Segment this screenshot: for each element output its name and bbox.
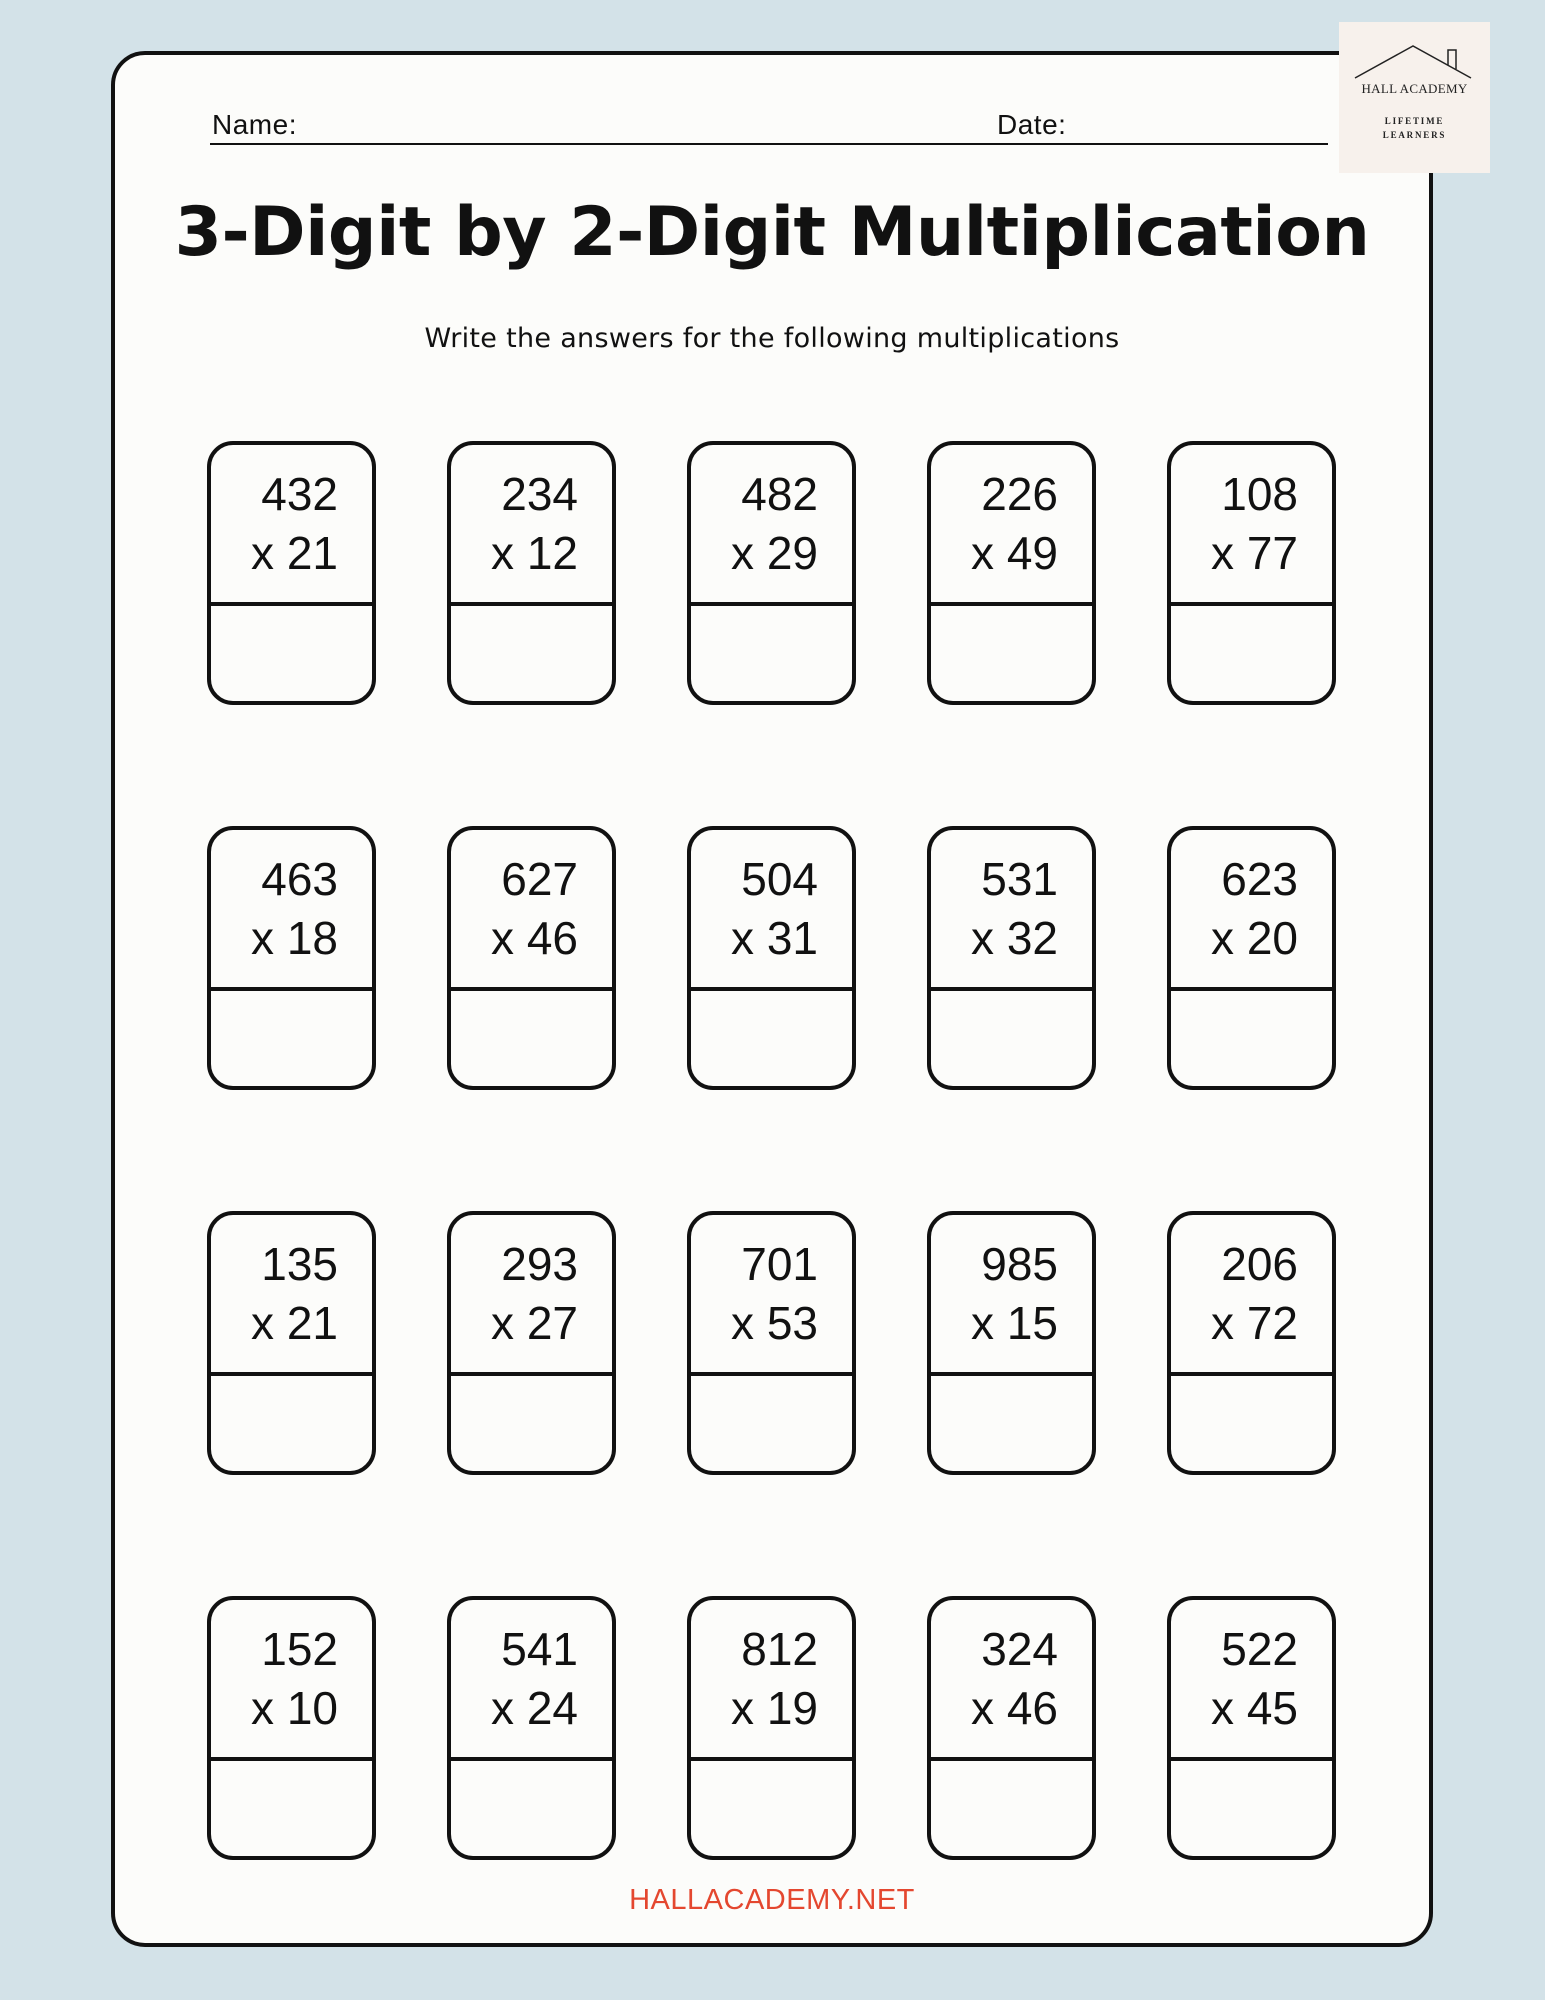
multiplier: x 27	[491, 1297, 578, 1349]
answer-box[interactable]	[931, 991, 1092, 1090]
answer-box[interactable]	[691, 606, 852, 705]
problem-card	[687, 441, 856, 705]
multiplier: x 46	[971, 1682, 1058, 1734]
multiplicand: 623	[1221, 853, 1298, 905]
multiplicand: 234	[501, 468, 578, 520]
problem-card	[207, 1211, 376, 1475]
answer-box[interactable]	[1171, 1761, 1332, 1860]
problem-numbers	[211, 1215, 372, 1376]
multiplicand: 812	[741, 1623, 818, 1675]
problem-card	[447, 1596, 616, 1860]
answer-box[interactable]	[451, 1761, 612, 1860]
multiplicand: 541	[501, 1623, 578, 1675]
problem-card	[927, 441, 1096, 705]
multiplier: x 24	[491, 1682, 578, 1734]
problem-numbers	[1171, 1215, 1332, 1376]
answer-box[interactable]	[451, 991, 612, 1090]
footer-website[interactable]: HALLACADEMY.NET	[629, 1884, 915, 1916]
problem-numbers	[1171, 830, 1332, 991]
answer-box[interactable]	[1171, 991, 1332, 1090]
multiplicand: 324	[981, 1623, 1058, 1675]
answer-box[interactable]	[691, 991, 852, 1090]
multiplier: x 12	[491, 527, 578, 579]
page-title: 3-Digit by 2-Digit Multiplication	[174, 193, 1370, 272]
multiplier: x 46	[491, 912, 578, 964]
problem-card	[447, 826, 616, 1090]
logo-tagline	[1339, 114, 1490, 142]
problem-card	[447, 441, 616, 705]
name-date-line	[210, 99, 1328, 145]
worksheet-sheet	[111, 51, 1433, 1947]
multiplier: x 10	[251, 1682, 338, 1734]
problem-grid	[207, 441, 1345, 1860]
hall-academy-logo	[1339, 22, 1490, 173]
problem-numbers	[1171, 1600, 1332, 1761]
problem-card	[207, 826, 376, 1090]
answer-box[interactable]	[211, 1376, 372, 1475]
answer-box[interactable]	[1171, 606, 1332, 705]
answer-box[interactable]	[451, 1376, 612, 1475]
problem-numbers	[451, 1215, 612, 1376]
problem-card	[927, 826, 1096, 1090]
date-label: Date:	[997, 109, 1067, 140]
problem-numbers	[691, 445, 852, 606]
problem-numbers	[451, 445, 612, 606]
multiplier: x 72	[1211, 1297, 1298, 1349]
answer-box[interactable]	[931, 1761, 1092, 1860]
multiplicand: 206	[1221, 1238, 1298, 1290]
problem-numbers	[931, 1600, 1092, 1761]
problem-card	[927, 1596, 1096, 1860]
name-label: Name:	[212, 109, 297, 140]
multiplier: x 18	[251, 912, 338, 964]
multiplier: x 32	[971, 912, 1058, 964]
multiplier: x 21	[251, 1297, 338, 1349]
logo-tagline-line1: LIFETIME	[1384, 116, 1445, 126]
multiplier: x 53	[731, 1297, 818, 1349]
answer-box[interactable]	[931, 606, 1092, 705]
multiplicand: 504	[741, 853, 818, 905]
problem-numbers	[691, 1215, 852, 1376]
house-roof-icon	[1353, 40, 1476, 80]
instructions: Write the answers for the following multiplications	[424, 323, 1120, 354]
problem-numbers	[451, 830, 612, 991]
logo-tagline-line2: LEARNERS	[1382, 130, 1447, 140]
multiplicand: 531	[981, 853, 1058, 905]
multiplicand: 108	[1221, 468, 1298, 520]
multiplier: x 49	[971, 527, 1058, 579]
multiplier: x 77	[1211, 527, 1298, 579]
answer-box[interactable]	[691, 1376, 852, 1475]
multiplier: x 45	[1211, 1682, 1298, 1734]
multiplicand: 482	[741, 468, 818, 520]
problem-card	[447, 1211, 616, 1475]
answer-box[interactable]	[931, 1376, 1092, 1475]
multiplier: x 29	[731, 527, 818, 579]
problem-numbers	[211, 1600, 372, 1761]
multiplier: x 15	[971, 1297, 1058, 1349]
problem-numbers	[211, 445, 372, 606]
problem-card	[927, 1211, 1096, 1475]
multiplicand: 135	[261, 1238, 338, 1290]
problem-numbers	[931, 830, 1092, 991]
multiplicand: 522	[1221, 1623, 1298, 1675]
problem-numbers	[931, 1215, 1092, 1376]
multiplier: x 21	[251, 527, 338, 579]
answer-box[interactable]	[211, 606, 372, 705]
multiplier: x 31	[731, 912, 818, 964]
problem-card	[687, 826, 856, 1090]
answer-box[interactable]	[691, 1761, 852, 1860]
answer-box[interactable]	[1171, 1376, 1332, 1475]
answer-box[interactable]	[211, 1761, 372, 1860]
answer-box[interactable]	[451, 606, 612, 705]
problem-card	[1167, 1211, 1336, 1475]
multiplier: x 19	[731, 1682, 818, 1734]
problem-card	[687, 1596, 856, 1860]
multiplicand: 226	[981, 468, 1058, 520]
problem-card	[207, 1596, 376, 1860]
problem-numbers	[691, 1600, 852, 1761]
multiplicand: 627	[501, 853, 578, 905]
problem-card	[207, 441, 376, 705]
problem-card	[1167, 826, 1336, 1090]
problem-numbers	[931, 445, 1092, 606]
multiplicand: 432	[261, 468, 338, 520]
multiplicand: 701	[741, 1238, 818, 1290]
multiplier: x 20	[1211, 912, 1298, 964]
problem-numbers	[1171, 445, 1332, 606]
logo-name: HALL ACADEMY	[1361, 81, 1468, 96]
multiplicand: 985	[981, 1238, 1058, 1290]
problem-numbers	[211, 830, 372, 991]
problem-card	[1167, 441, 1336, 705]
problem-card	[1167, 1596, 1336, 1860]
multiplicand: 463	[261, 853, 338, 905]
multiplicand: 293	[501, 1238, 578, 1290]
answer-box[interactable]	[211, 991, 372, 1090]
problem-numbers	[451, 1600, 612, 1761]
problem-numbers	[691, 830, 852, 991]
multiplicand: 152	[261, 1623, 338, 1675]
problem-card	[687, 1211, 856, 1475]
